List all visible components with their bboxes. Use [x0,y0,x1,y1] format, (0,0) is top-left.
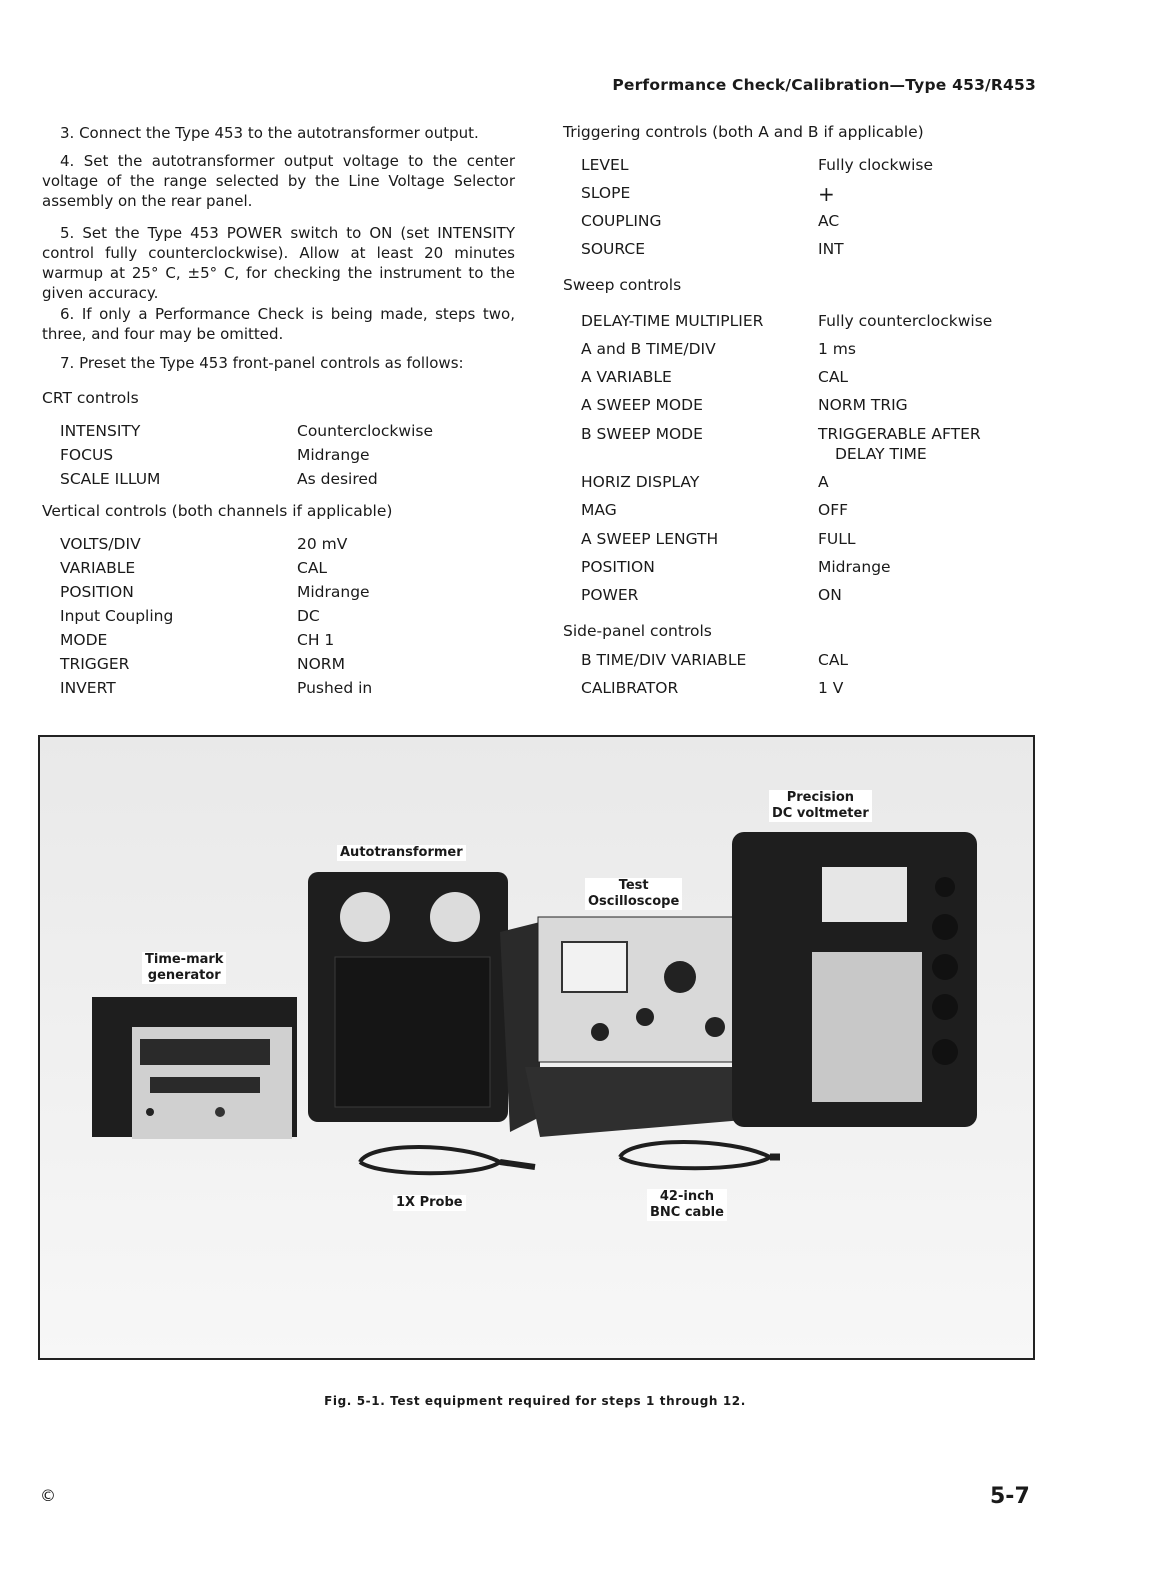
figure-caption: Fig. 5-1. Test equipment required for steps 1 through 12. [324,1394,746,1408]
step-7: 7. Preset the Type 453 front-panel controls as follows: [60,354,464,372]
side-control-name: B TIME/DIV VARIABLE [581,651,747,669]
trigger-control-name: SOURCE [581,240,645,258]
trigger-control-name: SLOPE [581,184,631,202]
sweep-control-name: A SWEEP LENGTH [581,530,719,548]
step-4: 4. Set the autotransformer output voltage to the center voltage of the range selected by the Line Voltage Selector assembly on the rear panel. [42,152,515,210]
vertical-control-value: DC [297,607,320,625]
crt-control-name: FOCUS [60,446,114,464]
callout-dc-voltmeter: Precision DC voltmeter [769,790,872,822]
side-control-name: CALIBRATOR [581,679,679,697]
vertical-control-name: MODE [60,631,108,649]
sweep-control-name: DELAY-TIME MULTIPLIER [581,312,764,330]
crt-control-value: Midrange [297,446,370,464]
sweep-control-name: POWER [581,586,639,604]
crt-control-name: INTENSITY [60,422,141,440]
step-5: 5. Set the Type 453 POWER switch to ON (set INTENSITY control fully counterclockwise). Allow at least 20 minutes warmup at 25° C, ±5° C, for checking the instrument to the given accuracy. [42,224,515,302]
vertical-control-value: CH 1 [297,631,335,649]
sweep-control-value: OFF [818,501,849,519]
sweep-heading: Sweep controls [563,276,682,294]
trigger-control-value: AC [818,212,840,230]
equipment-photo [40,737,1033,1358]
autotransformer-illustration [308,872,508,1122]
side-control-value: 1 V [818,679,844,697]
sweep-control-value: CAL [818,368,849,386]
sweep-control-value: ON [818,586,842,604]
sweep-control-value: Midrange [818,558,891,576]
callout-autotransformer: Autotransformer [337,845,466,861]
crt-control-value: Counterclockwise [297,422,434,440]
sweep-control-value: TRIGGERABLE AFTER [818,425,981,443]
sweep-control-name: B SWEEP MODE [581,425,703,443]
callout-1x-probe: 1X Probe [393,1195,466,1211]
copyright-mark: © [40,1486,56,1505]
vertical-control-value: CAL [297,559,328,577]
sweep-control-value-continued: DELAY TIME [835,445,927,463]
crt-heading: CRT controls [42,389,139,407]
vertical-control-value: Midrange [297,583,370,601]
vertical-control-value: 20 mV [297,535,348,553]
vertical-control-name: INVERT [60,679,116,697]
page-number: 5-7 [990,1484,1030,1509]
side-control-value: CAL [818,651,849,669]
crt-control-value: As desired [297,470,378,488]
sweep-control-name: MAG [581,501,617,519]
vertical-control-name: VOLTS/DIV [60,535,141,553]
sweep-control-value: A [818,473,829,491]
page-header: Performance Check/Calibration—Type 453/R453 [612,76,1036,94]
callout-test-oscilloscope: Test Oscilloscope [585,878,682,910]
vertical-control-value: NORM [297,655,345,673]
step-6: 6. If only a Performance Check is being made, steps two, three, and four may be omitted. [42,305,515,343]
time-mark-generator-illustration [92,997,297,1139]
sweep-control-name: A VARIABLE [581,368,672,386]
vertical-control-value: Pushed in [297,679,373,697]
trigger-control-value: Fully clockwise [818,156,934,174]
vertical-control-name: Input Coupling [60,607,174,625]
dc-voltmeter-illustration [732,832,977,1127]
sweep-control-value: FULL [818,530,856,548]
sweep-control-name: HORIZ DISPLAY [581,473,700,491]
trigger-control-name: LEVEL [581,156,629,174]
step-3: 3. Connect the Type 453 to the autotransformer output. [60,124,479,142]
triggering-heading: Triggering controls (both A and B if applicable) [563,123,924,141]
callout-bnc-cable: 42-inch BNC cable [647,1189,727,1221]
sweep-control-value: NORM TRIG [818,396,908,414]
callout-time-mark-generator: Time-mark generator [142,952,226,984]
sweep-control-name: A SWEEP MODE [581,396,703,414]
side-panel-heading: Side-panel controls [563,622,712,640]
trigger-control-value: INT [818,240,844,258]
sweep-control-value: 1 ms [818,340,856,358]
vertical-control-name: TRIGGER [60,655,130,673]
vertical-control-name: VARIABLE [60,559,136,577]
figure-test-equipment [38,735,1035,1360]
sweep-control-value: Fully counterclockwise [818,312,993,330]
sweep-control-name: A and B TIME/DIV [581,340,716,358]
trigger-control-name: COUPLING [581,212,662,230]
vertical-heading: Vertical controls (both channels if applicable) [42,502,393,520]
crt-control-name: SCALE ILLUM [60,470,161,488]
vertical-control-name: POSITION [60,583,134,601]
sweep-control-name: POSITION [581,558,655,576]
trigger-control-value: + [818,182,835,206]
